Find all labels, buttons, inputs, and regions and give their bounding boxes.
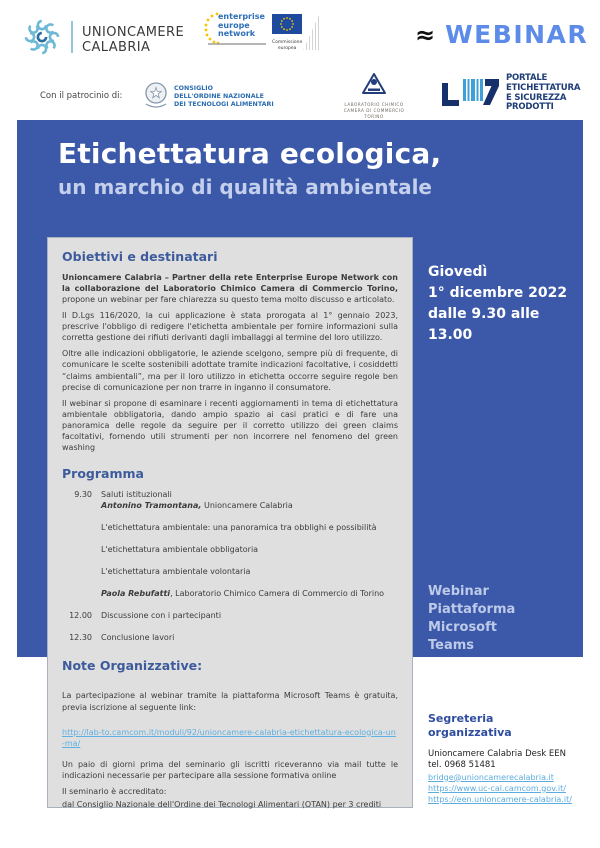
notes-paragraph-2: Un paio di giorni prima del seminario gli iscritti riceveranno via mail tutte le indicazioni necessarie per partecipare alla sessione formativa online	[62, 759, 398, 780]
program-row	[62, 566, 398, 577]
unioncamere-rosette-icon	[20, 15, 64, 63]
eu-commission-logo	[272, 14, 321, 51]
program-text	[101, 489, 398, 511]
program-text: L'etichettatura ambientale obbligatoria	[101, 545, 259, 555]
objectives-paragraph-2: Il D.Lgs 116/2020, la cui applicazione è stata prorogata al 1° gennaio 2023, prescrive l'obbligo di redigere l'etichetta ambientale per fornire informazioni sulla corretta gestione dei rifiuti derivanti dagli imballaggi al termine del loro utilizzo.	[62, 311, 398, 343]
lab-line2: CAMERA DI COMMERCIO TORINO	[343, 107, 405, 119]
lab-chimico-logo	[336, 72, 412, 120]
objectives-paragraph-1	[62, 272, 398, 305]
objectives-paragraph-4: Il webinar si propone di esaminare i recenti aggiornamenti in tema di etichettatura ambientale obbligatoria, dando ampio spazio ai casi pratici e di fare una panoramica delle regole da seguire per il corretto utilizzo dei green claims facoltativi, fornendo utili strumenti per non incorrere nel fenomeno del green washing	[62, 398, 398, 452]
brand-name-line2: CALABRIA	[82, 40, 151, 56]
republic-emblem-icon	[142, 80, 170, 114]
title-block	[58, 137, 441, 199]
program-heading: Programma	[62, 465, 144, 481]
program-time	[62, 588, 92, 599]
program-time: 12.00	[69, 611, 92, 621]
page-title: Etichettatura ecologica,	[58, 137, 442, 170]
approx-icon: ≈	[415, 20, 436, 49]
een-line2: europe	[218, 20, 250, 30]
portale-logo	[436, 74, 600, 113]
website-link-2[interactable]: https://een.unioncamere-calabria.it/	[428, 794, 572, 804]
secretariat-heading-line1: Segreteria	[428, 712, 494, 725]
program-section	[62, 465, 398, 644]
barcode-brackets-icon	[436, 75, 500, 113]
eu-caption-line1: Commissione	[272, 40, 303, 45]
lab-line1: LABORATORIO CHIMICO	[344, 102, 404, 107]
event-day: Giovedì	[428, 264, 488, 280]
consiglio-wordmark	[174, 85, 274, 108]
program-row	[62, 544, 398, 555]
program-text: L'etichettatura ambientale volontaria	[101, 567, 251, 577]
event-date: 1° dicembre 2022	[428, 285, 568, 301]
program-row	[62, 610, 398, 621]
registration-link[interactable]: http://lab-to.camcom.it/moduli/92/unioncamere-calabria-etichettatura-ecologica-un-ma/	[62, 727, 396, 748]
een-logo	[206, 13, 272, 45]
program-item-title: Saluti istituzionali	[101, 489, 172, 499]
eu-caption-line2: europea	[277, 45, 297, 51]
platform-block	[428, 583, 578, 655]
eu-swoosh-graphic	[303, 10, 321, 50]
program-text: Conclusione lavori	[101, 633, 175, 643]
eu-flag-icon	[272, 14, 302, 38]
platform-line1: Webinar	[428, 584, 489, 599]
notes-paragraph-4: dal Consiglio Nazionale dell'Ordine dei Tecnologi Alimentari (OTAN) per 3 crediti	[62, 799, 382, 809]
program-text: L'etichettatura ambientale: una panoramica tra obblighi e possibilità	[101, 523, 377, 533]
notes-heading: Note Organizzative:	[62, 658, 203, 674]
program-row	[62, 522, 398, 533]
secretariat-tel: tel. 0968 51481	[428, 760, 496, 771]
email-link[interactable]: bridge@unioncamerecalabria.it	[428, 772, 554, 782]
page-subtitle: un marchio di qualità ambientale	[58, 175, 432, 199]
eu-caption	[272, 40, 302, 51]
program-speaker-line	[101, 500, 398, 511]
secretariat-org: Unioncamere Calabria Desk EEN	[428, 748, 566, 759]
program-text	[101, 588, 398, 599]
consiglio-line3: DEI TECNOLOGI ALIMENTARI	[174, 100, 274, 108]
portale-line1: PORTALE ETICHETTATURA	[506, 73, 581, 93]
portale-wordmark	[506, 74, 600, 113]
een-tagline-rule	[208, 43, 266, 45]
notes-section	[62, 657, 398, 810]
objectives-p1-bold: Unioncamere Calabria – Partner della rete Enterprise Europe Network con la collaborazione del Laboratorio Chimico Camera di Commercio Torino,	[62, 273, 398, 294]
program-text: Discussione con i partecipanti	[101, 611, 222, 621]
webinar-banner	[415, 20, 588, 49]
program-time: 9.30	[74, 489, 92, 499]
objectives-paragraph-3: Oltre alle indicazioni obbligatorie, le aziende scelgono, sempre più di frequente, di comunicare le scelte sostenibili adottate tramite indicazioni facoltative, i cosiddetti “claims ambientali”, ma per il loro utilizzo in etichetta occorre seguire regole ben precise di comunicazione per non trarre in inganno il consumatore.	[62, 349, 398, 392]
consiglio-logo	[142, 80, 274, 114]
objectives-heading: Obiettivi e destinatari	[62, 249, 218, 264]
secretariat-heading	[428, 712, 588, 741]
program-time: 12.30	[69, 633, 92, 643]
speaker-name: Paola Rebufatti	[101, 589, 171, 599]
brand-divider	[71, 21, 73, 53]
consiglio-line2: DELL'ORDINE NAZIONALE	[174, 93, 264, 101]
speaker-affiliation: , Laboratorio Chimico Camera di Commercio di Torino	[170, 589, 385, 599]
webinar-label: WEBINAR	[445, 20, 589, 49]
program-time	[62, 544, 92, 555]
platform-line2: Piattaforma Microsoft	[428, 601, 516, 635]
patronage-label: Con il patrocinio di:	[40, 91, 123, 101]
secretariat-block	[428, 712, 588, 805]
event-date-block	[428, 262, 578, 346]
secretariat-heading-line2: organizzativa	[428, 726, 512, 740]
platform-line3: Teams	[428, 637, 475, 653]
objectives-p1-rest: propone un webinar per fare chiarezza su questo tema molto discusso e articolato.	[62, 295, 395, 305]
notes-paragraph-3: Il seminario è accreditato:	[62, 786, 167, 796]
program-time	[62, 522, 92, 533]
website-link-1[interactable]: https://www.uc-cal.camcom.gov.it/	[428, 783, 566, 793]
program-row	[62, 632, 398, 643]
een-line3: network	[218, 29, 256, 39]
consiglio-line1: CONSIGLIO	[174, 85, 213, 93]
program-row	[62, 489, 398, 511]
brand-name	[82, 25, 184, 56]
notes-paragraph-1: La partecipazione al webinar tramite la piattaforma Microsoft Teams è gratuita, previa iscrizione al seguente link:	[62, 691, 398, 712]
event-time: dalle 9.30 alle 13.00	[428, 306, 540, 343]
lab-chimico-wordmark	[336, 102, 412, 120]
een-wordmark	[218, 13, 272, 39]
program-row	[62, 588, 398, 599]
portale-line2: E SICUREZZA PRODOTTI	[506, 92, 567, 113]
brand-name-line1: UNIONCAMERE	[82, 25, 185, 40]
content-card	[47, 237, 413, 808]
flask-triangle-icon	[361, 72, 387, 100]
program-time	[62, 566, 92, 577]
speaker-name: Antonino Tramontana,	[101, 501, 202, 510]
objectives-section	[62, 248, 398, 453]
een-line1: enterprise	[218, 12, 265, 21]
speaker-affiliation: Unioncamere Calabria	[201, 501, 293, 510]
